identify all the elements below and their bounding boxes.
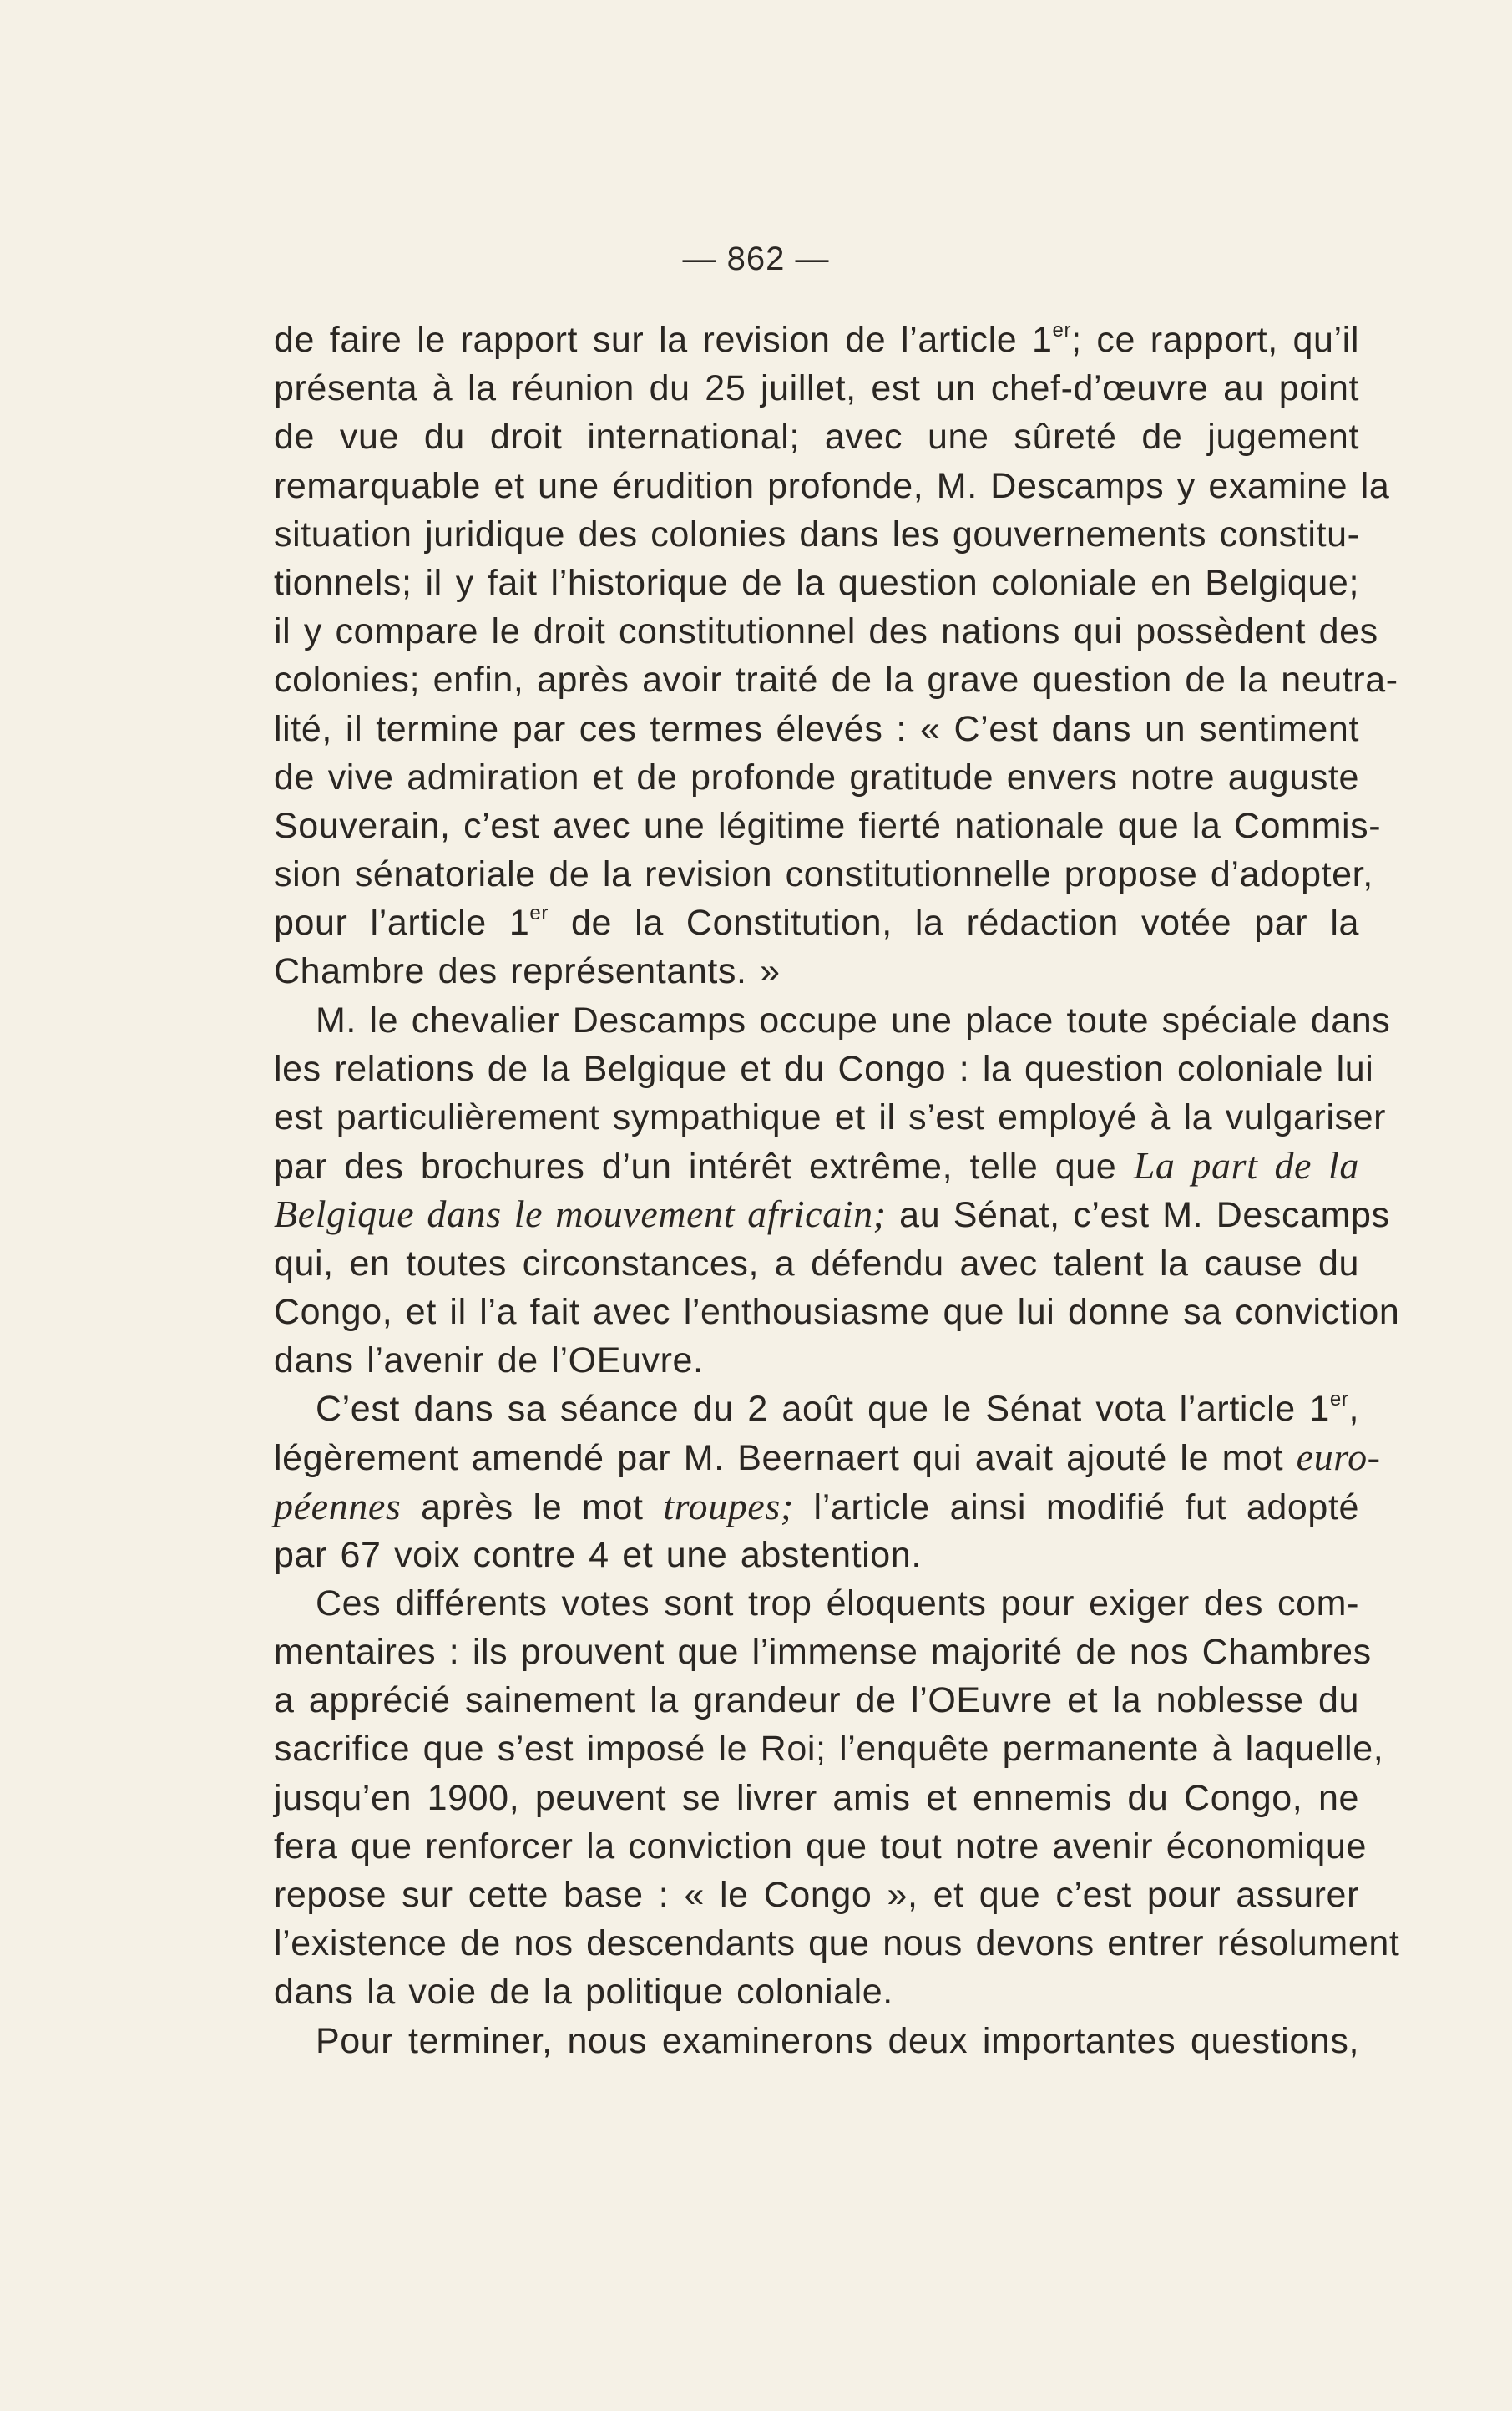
text-line-27: Ces différents votes sont trop éloquents pour exiger des com-	[316, 1583, 1359, 1623]
text-line-26: par 67 voix contre 4 et une abstention.	[274, 1534, 922, 1575]
text-line-24: légèrement amendé par M. Beernaert qui avait ajouté le mot euro-	[274, 1436, 1381, 1479]
text-line-25: péennes après le mot troupes; l’article ainsi modifié fut adopté	[274, 1484, 1359, 1527]
text-line-34: l’existence de nos descendants que nous devons entrer résolument	[274, 1923, 1400, 1964]
text-line-35: dans la voie de la politique coloniale.	[274, 1972, 893, 2013]
text-line-4: remarquable et une érudition profonde, M. Descamps y examine la	[274, 465, 1390, 506]
text-line-32: fera que renforcer la conviction que tout notre avenir économique	[274, 1826, 1367, 1866]
text-line-21: Congo, et il l’a fait avec l’enthousiasme que lui donne sa conviction	[274, 1291, 1400, 1332]
text-line-12: sion sénatoriale de la revision constitutionnelle propose d’adopter,	[274, 854, 1373, 895]
page-number: — 862 —	[682, 241, 830, 277]
text-line-5: situation juridique des colonies dans les gouvernements constitu-	[274, 514, 1360, 555]
text-line-2: présenta à la réunion du 25 juillet, est un chef-d’œuvre au point	[274, 368, 1359, 409]
text-line-28: mentaires : ils prouvent que l’immense majorité de nos Chambres	[274, 1632, 1372, 1673]
text-line-15: M. le chevalier Descamps occupe une place toute spéciale dans	[316, 1000, 1391, 1041]
text-line-19: Belgique dans le mouvement africain; au Sénat, c’est M. Descamps	[274, 1193, 1390, 1236]
text-line-18: par des brochures d’un intérêt extrême, telle que La part de la	[274, 1144, 1359, 1188]
text-line-1: de faire le rapport sur la revision de l’article 1er; ce rapport, qu’il	[274, 319, 1359, 360]
text-line-29: a apprécié sainement la grandeur de l’OEuvre et la noblesse du	[274, 1680, 1359, 1721]
text-line-8: colonies; enfin, après avoir traité de la grave question de la neutra-	[274, 660, 1398, 701]
text-line-3: de vue du droit international; avec une sûreté de jugement	[274, 417, 1359, 458]
text-line-30: sacrifice que s’est imposé le Roi; l’enquête permanente à laquelle,	[274, 1729, 1384, 1770]
text-line-33: repose sur cette base : « le Congo », et que c’est pour assurer	[274, 1875, 1359, 1915]
text-line-6: tionnels; il y fait l’historique de la question coloniale en Belgique;	[274, 562, 1359, 603]
text-line-13: pour l’article 1er de la Constitution, la rédaction votée par la	[274, 902, 1359, 944]
body-text	[274, 316, 1400, 2065]
text-line-10: de vive admiration et de profonde gratitude envers notre auguste	[274, 757, 1359, 798]
text-line-20: qui, en toutes circonstances, a défendu avec talent la cause du	[274, 1243, 1359, 1284]
text-line-16: les relations de la Belgique et du Congo : la question coloniale lui	[274, 1048, 1374, 1089]
text-line-11: Souverain, c’est avec une légitime fierté nationale que la Commis-	[274, 805, 1382, 846]
text-line-14: Chambre des représentants. »	[274, 951, 781, 992]
text-line-23: C’est dans sa séance du 2 août que le Sénat vota l’article 1er,	[316, 1388, 1359, 1430]
text-line-9: lité, il termine par ces termes élevés : « C’est dans un sentiment	[274, 708, 1359, 749]
text-line-31: jusqu’en 1900, peuvent se livrer amis et ennemis du Congo, ne	[274, 1777, 1359, 1818]
text-line-22: dans l’avenir de l’OEuvre.	[274, 1340, 704, 1380]
text-line-36: Pour terminer, nous examinerons deux importantes questions,	[316, 2020, 1359, 2061]
text-line-17: est particulièrement sympathique et il s’est employé à la vulgariser	[274, 1097, 1387, 1137]
text-line-7: il y compare le droit constitutionnel des nations qui possèdent des	[274, 611, 1378, 652]
